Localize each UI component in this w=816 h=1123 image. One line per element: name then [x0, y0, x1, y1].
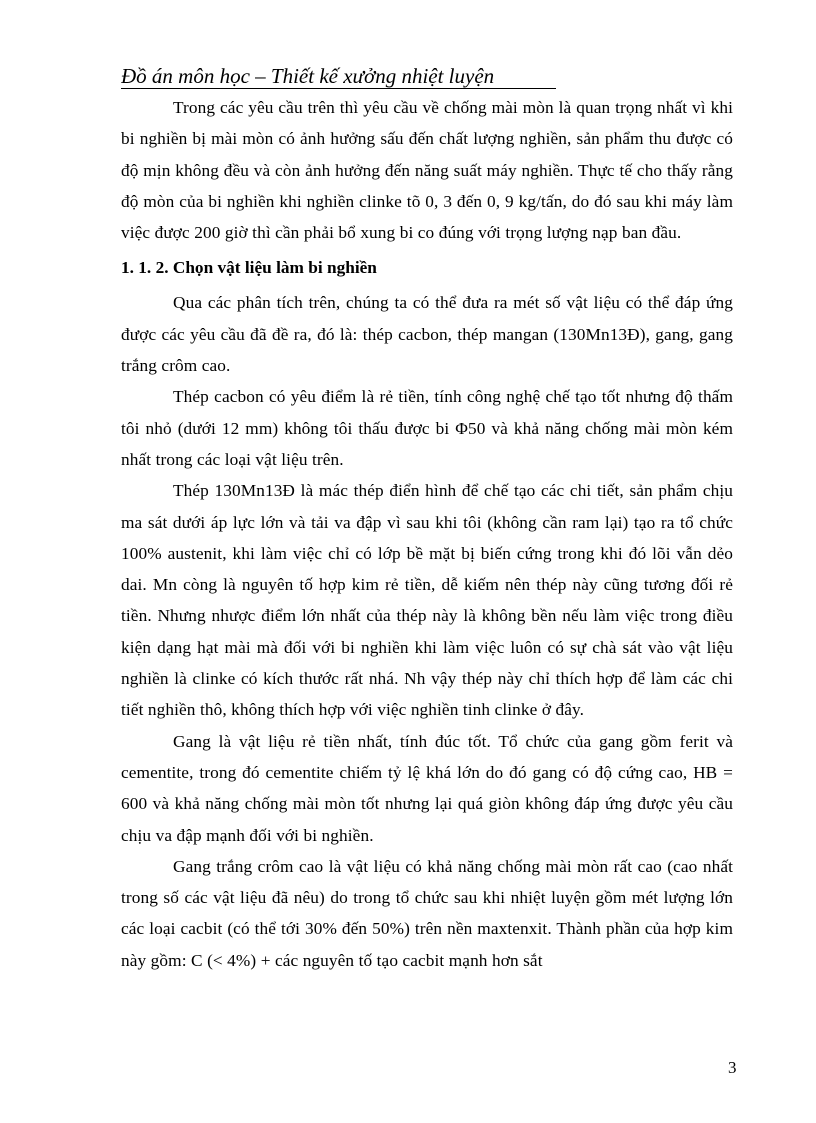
section-heading: 1. 1. 2. Chọn vật liệu làm bi nghiền	[121, 258, 377, 278]
page-body	[121, 92, 733, 976]
paragraph-high-chromium-iron: Gang trắng crôm cao là vật liệu có khả năng chống mài mòn rất cao (cao nhất trong số các vật liệu đã nêu) do trong tổ chức sau khi nhiệt luyện gồm mét lượng lớn các loại cacbit (có thể tới 30% đến 50%) trên nền maxtenxit. Thành phần của hợp kim này gồm: C (< 4%) + các nguyên tố tạo cacbit mạnh hơn sắt	[121, 856, 733, 970]
paragraph-material-options: Qua các phân tích trên, chúng ta có thể đưa ra mét số vật liệu có thể đáp ứng được các yêu cầu đã đề ra, đó là: thép cacbon, thép mangan (130Mn13Đ), gang, gang trắng crôm cao.	[121, 293, 733, 376]
paragraph-cast-iron: Gang là vật liệu rẻ tiền nhất, tính đúc tốt. Tổ chức của gang gồm ferit và cementite, trong đó cementite chiếm tỷ lệ khá lớn do đó gang có độ cứng cao, HB = 600 và khả năng chống mài mòn tốt nhưng lại quá giòn không đáp ứng được yêu cầu chịu va đập mạnh đối với bi nghiền.	[121, 731, 733, 845]
paragraph-carbon-steel: Thép cacbon có yêu điểm là rẻ tiền, tính công nghệ chế tạo tốt nhưng độ thấm tôi nhỏ (dưới 12 mm) không tôi thấu được bi Φ50 và khả năng chống mài mòn kém nhất trong các loại vật liệu trên.	[121, 387, 733, 469]
paragraph-manganese-steel: Thép 130Mn13Đ là mác thép điển hình để chế tạo các chi tiết, sản phẩm chịu ma sát dưới áp lực lớn và tải va đập vì sau khi tôi (không cần ram lại) tạo ra tổ chức 100% austenit, khi làm việc chỉ có lớp bề mặt bị biến cứng trong khi đó lõi vẫn dẻo dai. Mn còng là nguyên tố hợp kim rẻ tiền, dễ kiếm nên thép này cũng tương đối rẻ tiền. Nhưng nhược điểm lớn nhất của thép này là không bền nếu làm việc trong điều kiện dạng hạt mài mà đối với bi nghiền khi làm việc luôn có sự chà sát vào vật liệu nghiền là clinke có kích thước rất nhá. Nh vậy thép này chỉ thích hợp để làm các chi tiết nghiền thô, không thích hợp với việc nghiền tinh clinke ở đây.	[121, 481, 733, 720]
page-number: 3	[728, 1058, 737, 1077]
header-underline	[121, 88, 556, 89]
paragraph-wear-resistance: Trong các yêu cầu trên thì yêu cầu về chống mài mòn là quan trọng nhất vì khi bi nghiền bị mài mòn có ảnh hưởng sấu đến chất lượng nghiền, sản phẩm thu được có độ mịn không đều và còn ảnh hưởng đến năng suất máy nghiền. Thực tế cho thấy rằng độ mòn của bi nghiền khi nghiền clinke tõ 0, 3 đến 0, 9 kg/tấn, do đó sau khi máy làm việc được 200 giờ thì cần phải bổ xung bi co đúng với trọng lượng nạp ban đầu.	[121, 98, 733, 243]
running-header: Đồ án môn học – Thiết kế xưởng nhiệt luyện	[121, 64, 495, 88]
